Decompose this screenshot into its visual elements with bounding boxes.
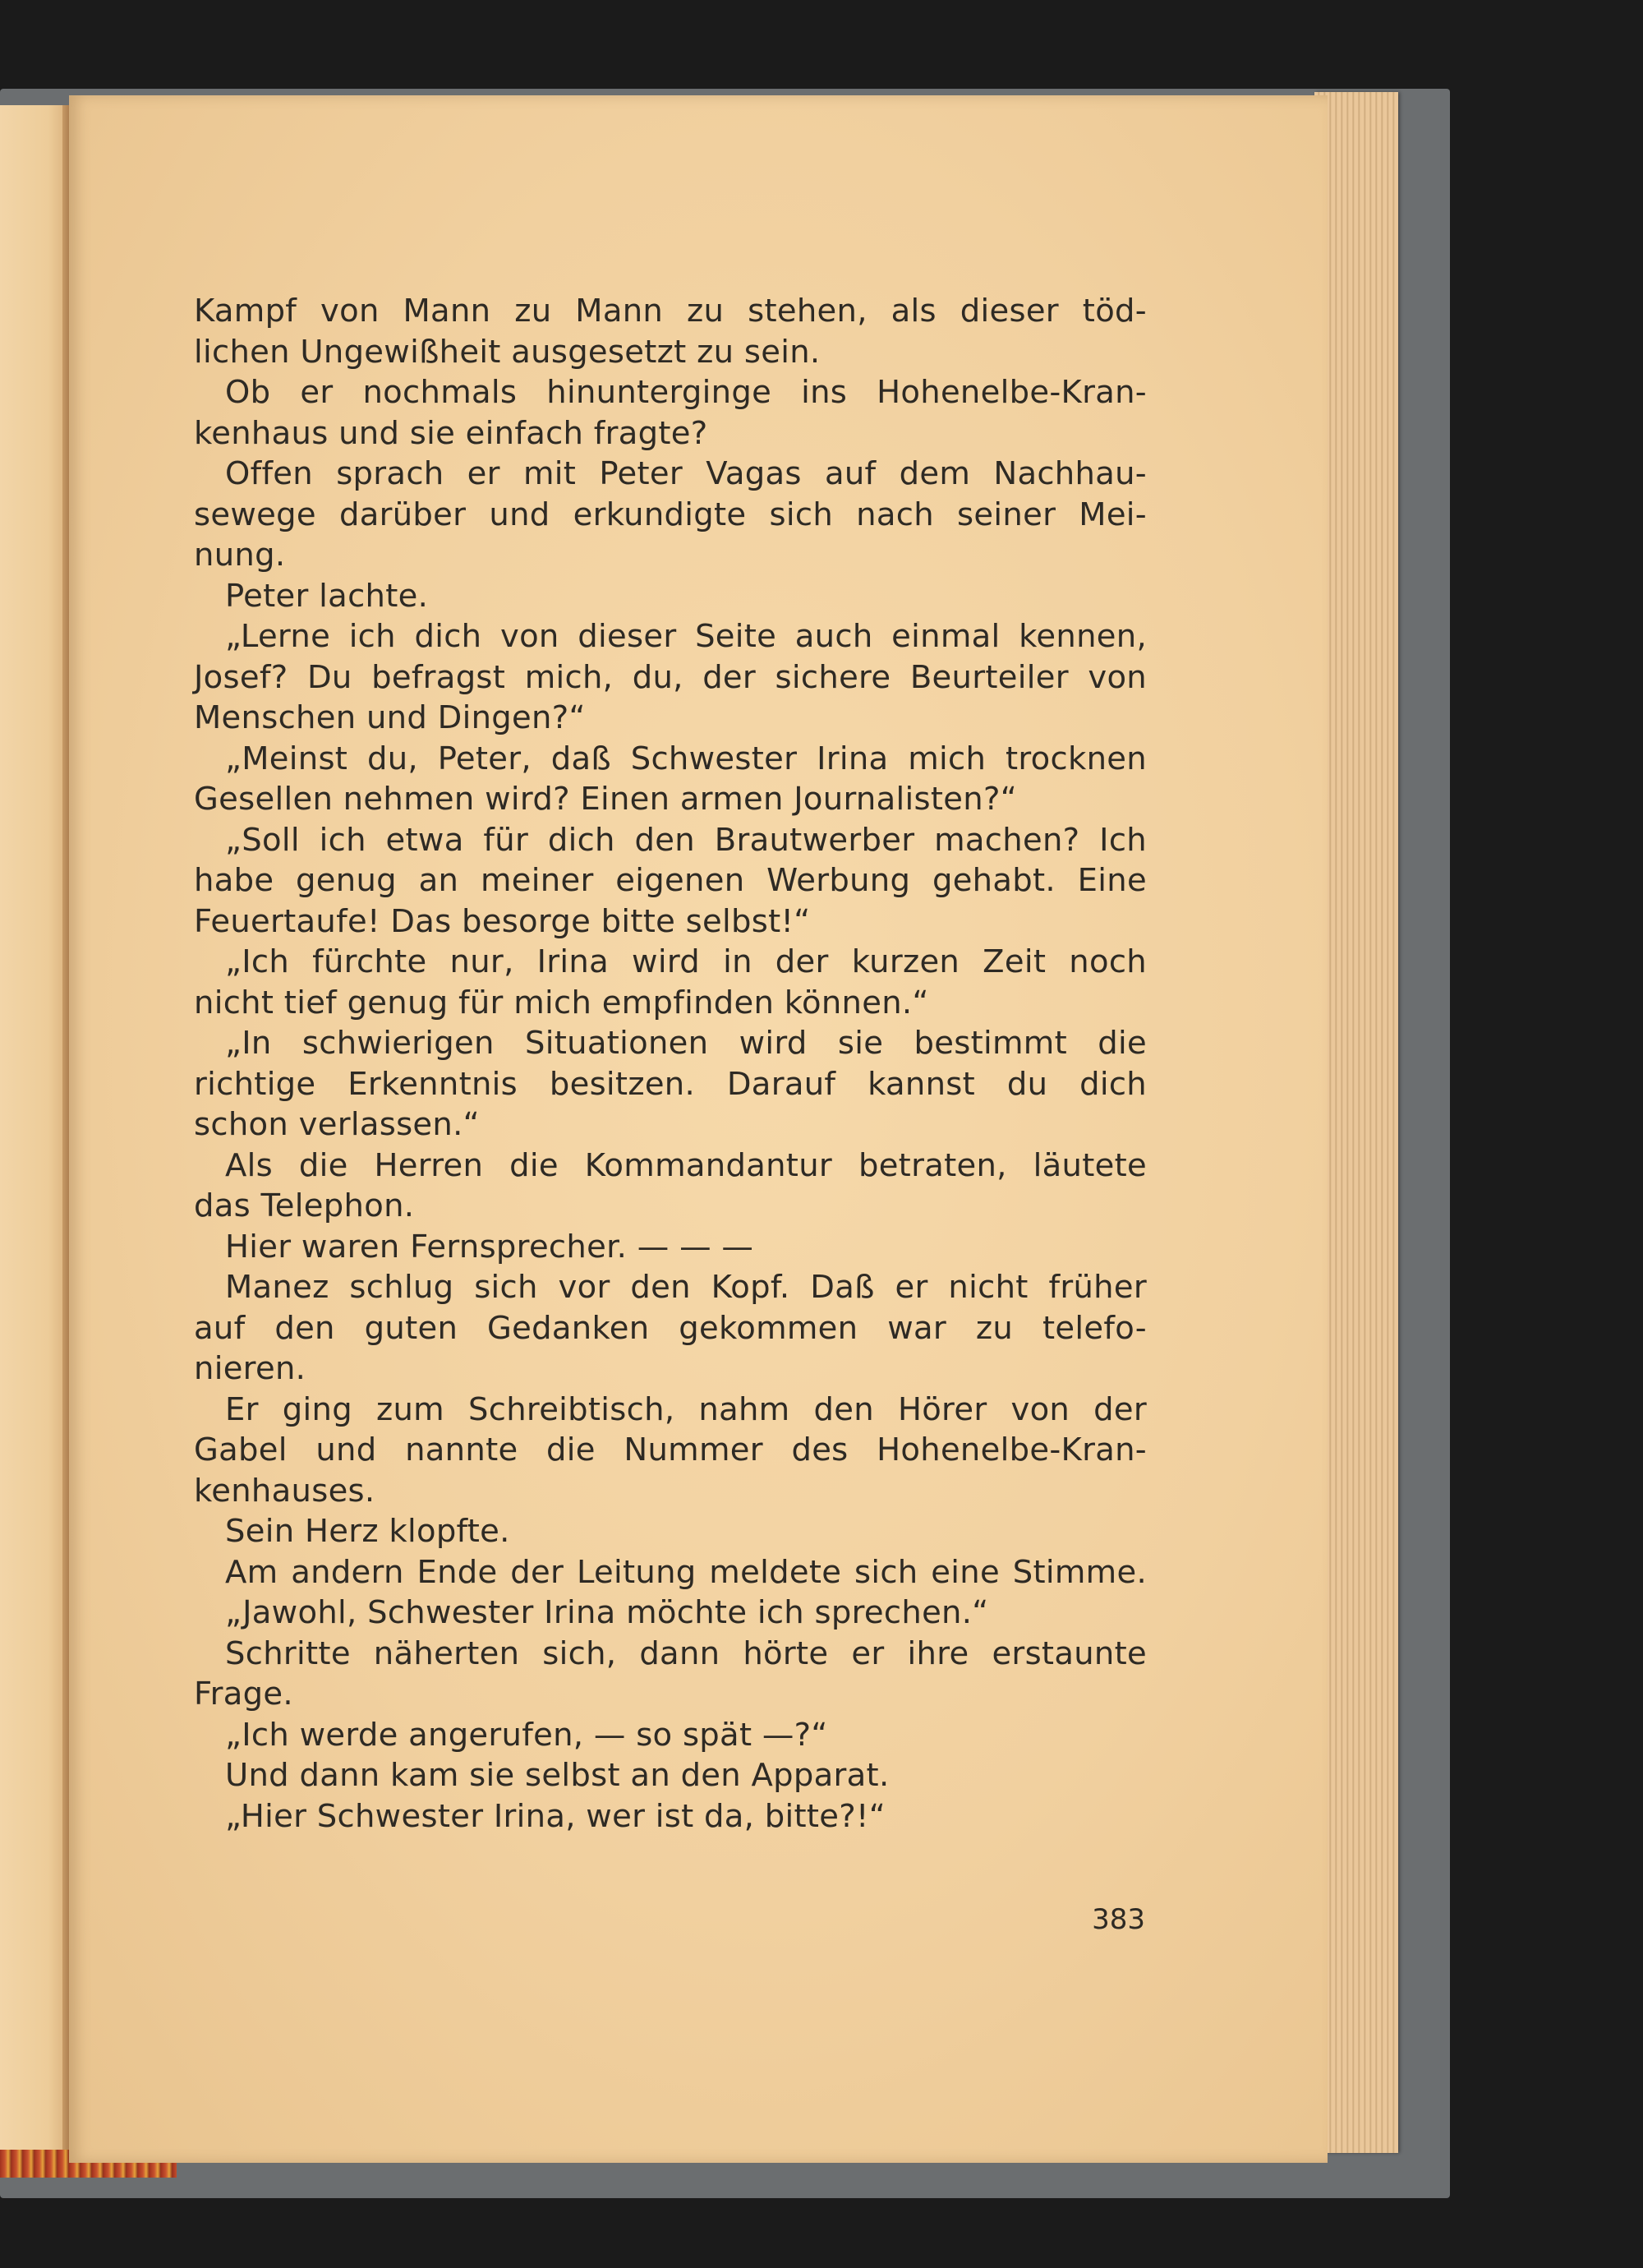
text-line: Sein Herz klopfte. [225, 1513, 510, 1550]
text-line: Schritte näherten sich, dann hörte er ihre erstaunte [225, 1634, 1147, 1672]
text-line: Kampf von Mann zu Mann zu stehen, als dieser töd- [194, 293, 1147, 330]
text-line: „Ich fürchte nur, Irina wird in der kurzen Zeit noch [225, 943, 1147, 980]
text-line: Peter lachte. [225, 577, 429, 615]
text-line: Und dann kam sie selbst an den Apparat. [225, 1757, 890, 1794]
text-line: Offen sprach er mit Peter Vagas auf dem Nachhau- [225, 455, 1147, 492]
text-line: habe genug an meiner eigenen Werbung gehabt. Eine [194, 862, 1147, 899]
text-line: nung. [194, 537, 286, 574]
text-line: „Hier Schwester Irina, wer ist da, bitte?!“ [225, 1797, 886, 1835]
text-line: richtige Erkenntnis besitzen. Darauf kannst du dich [194, 1065, 1147, 1103]
text-line: Am andern Ende der Leitung meldete sich eine Stimme. [225, 1553, 1147, 1591]
text-line: kenhauses. [194, 1472, 375, 1510]
text-line: „Soll ich etwa für dich den Brautwerber machen? Ich [225, 821, 1147, 859]
text-line: „Meinst du, Peter, daß Schwester Irina mich trocknen [225, 740, 1147, 777]
text-line: nicht tief genug für mich empfinden können.“ [194, 984, 929, 1021]
text-line: Als die Herren die Kommandantur betraten, läutete [225, 1146, 1147, 1184]
text-line: lichen Ungewißheit ausgesetzt zu sein. [194, 333, 821, 371]
text-line: Manez schlug sich vor den Kopf. Daß er nicht früher [225, 1269, 1147, 1306]
text-line: Er ging zum Schreibtisch, nahm den Hörer von der [225, 1390, 1147, 1428]
text-line: Josef? Du befragst mich, du, der sichere Beurteiler von [194, 658, 1147, 696]
text-line: schon verlassen.“ [194, 1106, 480, 1143]
text-line: Gabel und nannte die Nummer des Hohenelbe-Kran- [194, 1431, 1147, 1468]
text-line: kenhaus und sie einfach fragte? [194, 414, 708, 452]
page-text [194, 291, 1147, 1837]
text-line: „Lerne ich dich von dieser Seite auch einmal kennen, [225, 618, 1147, 655]
text-line: „In schwierigen Situationen wird sie bestimmt die [225, 1025, 1147, 1062]
book-page [69, 95, 1328, 2163]
text-line: auf den guten Gedanken gekommen war zu telefo- [194, 1309, 1147, 1347]
text-line: Menschen und Dingen?“ [194, 699, 586, 736]
text-line: nieren. [194, 1350, 306, 1387]
text-line: das Telephon. [194, 1187, 415, 1224]
text-line: Frage. [194, 1676, 293, 1713]
text-line: Feuertaufe! Das besorge bitte selbst!“ [194, 902, 811, 940]
text-line: „Ich werde angerufen, — so spät —?“ [225, 1716, 828, 1754]
text-line: Hier waren Fernsprecher. — — — [225, 1228, 754, 1265]
text-line: Gesellen nehmen wird? Einen armen Journalisten?“ [194, 781, 1017, 818]
text-line: „Jawohl, Schwester Irina möchte ich sprechen.“ [225, 1594, 989, 1631]
text-line: sewege darüber und erkundigte sich nach seiner Mei- [194, 496, 1147, 533]
left-page-edge [0, 105, 69, 2176]
page-number: 383 [1092, 1903, 1145, 1936]
text-line: Ob er nochmals hinunterginge ins Hohenelbe-Kran- [225, 374, 1147, 411]
